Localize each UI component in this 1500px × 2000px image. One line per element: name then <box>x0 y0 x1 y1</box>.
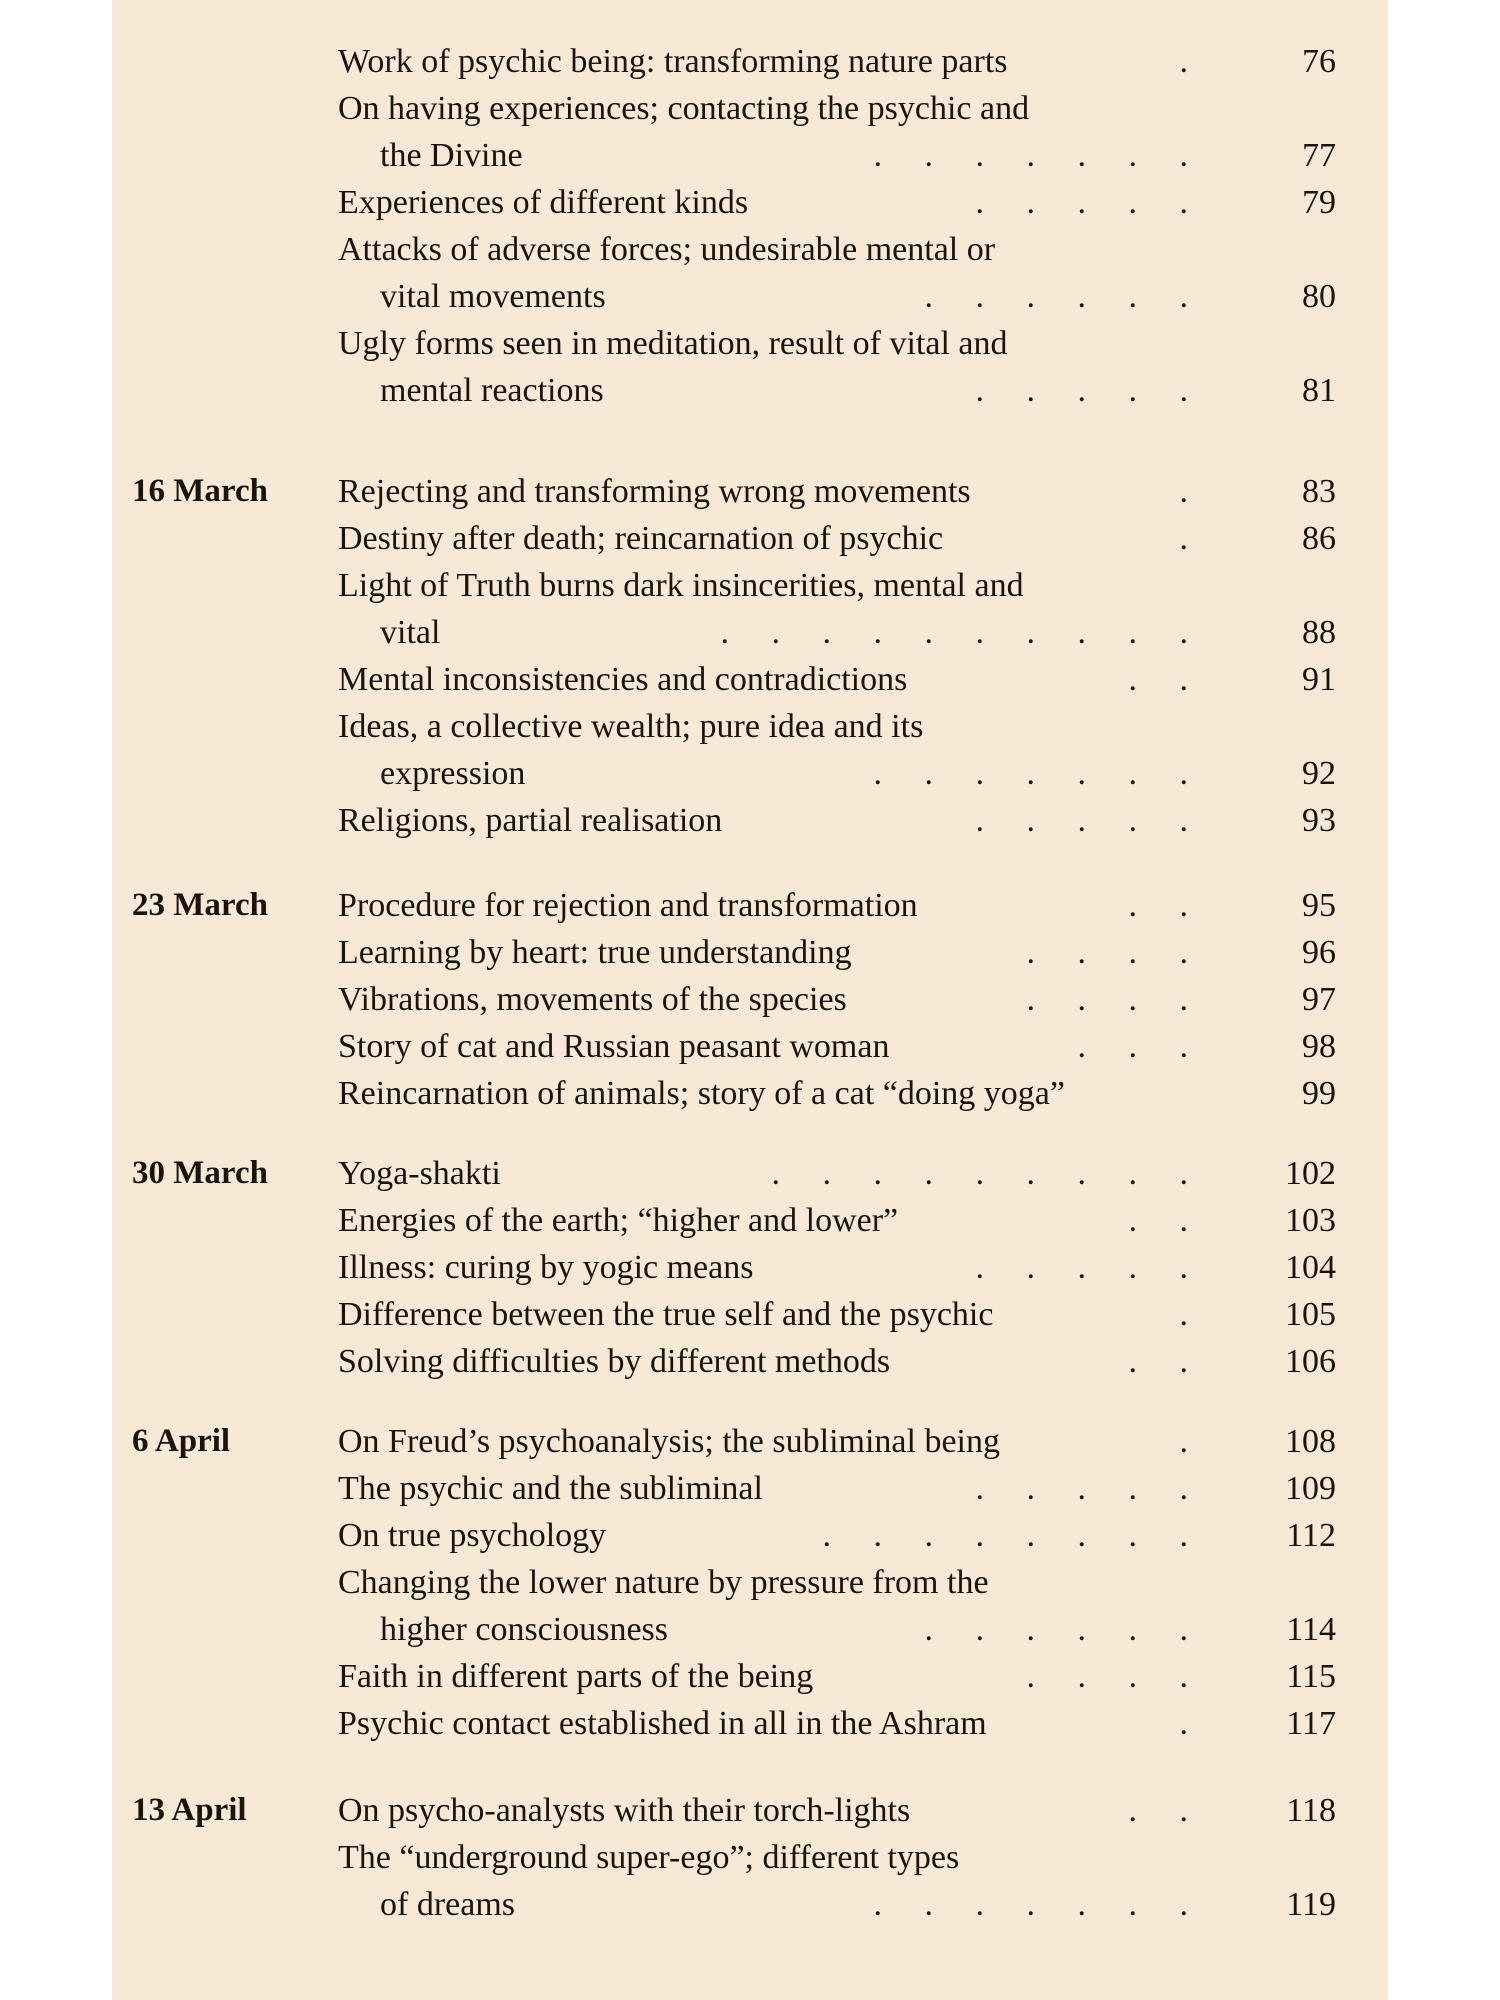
toc-entry <box>112 179 1388 226</box>
toc-title-line: the Divine <box>380 137 523 174</box>
page-number: 88 <box>1302 614 1336 651</box>
page-number: 97 <box>1302 981 1336 1018</box>
toc-entry-title <box>338 929 1350 976</box>
dot-leaders: . . <box>1128 887 1188 924</box>
page-number: 118 <box>1286 1792 1336 1829</box>
page-number: 93 <box>1302 802 1336 839</box>
toc-entry <box>112 1512 1388 1559</box>
toc-title-line: Procedure for rejection and transformation <box>338 887 918 924</box>
toc-entry-title <box>338 1291 1350 1338</box>
toc-title-line: Vibrations, movements of the species <box>338 981 847 1018</box>
page-number: 91 <box>1302 661 1336 698</box>
toc-title-line: Illness: curing by yogic means <box>338 1249 754 1286</box>
toc-title-line: of dreams <box>380 1886 516 1923</box>
toc-date-group <box>112 1150 1388 1385</box>
dot-leaders: . <box>1179 1296 1188 1333</box>
page-number: 114 <box>1286 1611 1336 1648</box>
toc-entry-title <box>338 226 1350 320</box>
toc-date-group <box>112 38 1388 414</box>
toc-title-line: expression <box>380 755 526 792</box>
page-number: 104 <box>1285 1249 1336 1286</box>
toc-title-line: On psycho-analysts with their torch-lights <box>338 1792 911 1829</box>
toc-entry <box>112 703 1388 797</box>
toc-title-line: Attacks of adverse forces; undesirable mental or <box>338 231 996 268</box>
page-number: 83 <box>1302 473 1336 510</box>
toc-entry-title <box>338 1834 1350 1928</box>
toc-entry <box>112 1559 1388 1653</box>
toc-entry-title <box>338 468 1350 515</box>
toc-entry-title <box>338 1465 1350 1512</box>
toc-entry <box>112 976 1388 1023</box>
toc-title-line: Learning by heart: true understanding <box>338 934 852 971</box>
toc-title-line: Experiences of different kinds <box>338 184 749 221</box>
toc-entry <box>112 320 1388 414</box>
toc-entry <box>112 515 1388 562</box>
page-number: 81 <box>1302 372 1336 409</box>
toc-entry <box>112 1653 1388 1700</box>
toc-title-line: The psychic and the subliminal <box>338 1470 763 1507</box>
toc-entry <box>112 1070 1388 1117</box>
toc-entry-title <box>338 320 1350 414</box>
toc-entry <box>112 1787 1388 1834</box>
toc-entry <box>112 882 1388 929</box>
page-number: 117 <box>1286 1705 1336 1742</box>
toc-title-line: vital movements <box>380 278 606 315</box>
toc-entry-title <box>338 1197 1350 1244</box>
dot-leaders: . . <box>1128 661 1188 698</box>
toc-title-line: Faith in different parts of the being <box>338 1658 814 1695</box>
toc-entry-title <box>338 1559 1350 1653</box>
toc-entry <box>112 1418 1388 1465</box>
toc-entry <box>112 1465 1388 1512</box>
page-number: 103 <box>1285 1202 1336 1239</box>
toc-entry-title <box>338 1787 1350 1834</box>
toc-date: 13 April <box>132 1792 247 1828</box>
dot-leaders: . <box>1179 473 1188 510</box>
toc-date: 16 March <box>132 473 268 509</box>
dot-leaders: . . . . . . <box>924 1611 1188 1648</box>
dot-leaders: . . . . <box>1026 981 1188 1018</box>
toc-title-line: Rejecting and transforming wrong movements <box>338 473 971 510</box>
toc-title-line: Story of cat and Russian peasant woman <box>338 1028 890 1065</box>
dot-leaders: . . . . . . . . . <box>771 1155 1188 1192</box>
dot-leaders: . . . . . . . . . . <box>720 614 1188 651</box>
dot-leaders: . . . . . <box>975 1249 1188 1286</box>
toc-entry <box>112 1291 1388 1338</box>
dot-leaders: . . . . . . . <box>873 1886 1188 1923</box>
toc-entry <box>112 1700 1388 1747</box>
toc-title-line: Work of psychic being: transforming nature parts <box>338 43 1008 80</box>
toc-title-line: Light of Truth burns dark insincerities, mental and <box>338 567 1024 604</box>
dot-leaders: . . . . . . . <box>873 755 1188 792</box>
toc-entry <box>112 468 1388 515</box>
toc-entry-title <box>338 1418 1350 1465</box>
toc-title-line: Yoga-shakti <box>338 1155 501 1192</box>
dot-leaders: . . <box>1128 1343 1188 1380</box>
toc-entry <box>112 85 1388 179</box>
toc-title-line: Psychic contact established in all in the Ashram <box>338 1705 987 1742</box>
toc-title-line: Ideas, a collective wealth; pure idea and its <box>338 708 924 745</box>
toc-title-line: Changing the lower nature by pressure from the <box>338 1564 989 1601</box>
dot-leaders: . . . . . <box>975 184 1188 221</box>
toc-entry-title <box>338 976 1350 1023</box>
dot-leaders: . . . . . <box>975 1470 1188 1507</box>
toc-title-line: Energies of the earth; “higher and lower” <box>338 1202 899 1239</box>
toc-entry-title <box>338 1653 1350 1700</box>
toc-title-line: Destiny after death; reincarnation of psychic <box>338 520 944 557</box>
dot-leaders: . <box>1179 520 1188 557</box>
dot-leaders: . <box>1179 1705 1188 1742</box>
page-number: 79 <box>1302 184 1336 221</box>
toc-entry <box>112 1197 1388 1244</box>
page-number: 98 <box>1302 1028 1336 1065</box>
toc-entry <box>112 1834 1388 1928</box>
toc-title-line: Mental inconsistencies and contradictions <box>338 661 908 698</box>
page-number: 80 <box>1302 278 1336 315</box>
page-number: 115 <box>1286 1658 1336 1695</box>
page-number: 112 <box>1286 1517 1336 1554</box>
toc-entry <box>112 226 1388 320</box>
toc-entry-title <box>338 882 1350 929</box>
page-number: 77 <box>1302 137 1336 174</box>
toc-date-group <box>112 1418 1388 1747</box>
toc-title-line: mental reactions <box>380 372 604 409</box>
page-number: 106 <box>1285 1343 1336 1380</box>
toc-entry-title <box>338 38 1350 85</box>
page-number: 105 <box>1285 1296 1336 1333</box>
toc-entry <box>112 1150 1388 1197</box>
toc-date: 23 March <box>132 887 268 923</box>
toc-entry <box>112 656 1388 703</box>
toc-date-group <box>112 1787 1388 1928</box>
toc-title-line: Difference between the true self and the psychic <box>338 1296 994 1333</box>
toc-entry-title <box>338 1070 1350 1117</box>
toc-entry-title <box>338 656 1350 703</box>
toc-entry <box>112 38 1388 85</box>
toc-title-line: Reincarnation of animals; story of a cat “doing yoga” <box>338 1075 1065 1112</box>
toc-date: 6 April <box>132 1423 231 1459</box>
page-number: 108 <box>1285 1423 1336 1460</box>
book-page <box>112 0 1388 2000</box>
dot-leaders: . . . . . . . . <box>822 1517 1188 1554</box>
toc-entry-title <box>338 1244 1350 1291</box>
dot-leaders: . . . . . <box>975 372 1188 409</box>
dot-leaders: . . . <box>1077 1028 1188 1065</box>
page-number: 119 <box>1286 1886 1336 1923</box>
toc-entry-title <box>338 703 1350 797</box>
toc-entry <box>112 1244 1388 1291</box>
toc-title-line: higher consciousness <box>380 1611 669 1648</box>
page-number: 86 <box>1302 520 1336 557</box>
toc-date: 30 March <box>132 1155 268 1191</box>
dot-leaders: . <box>1179 1423 1188 1460</box>
toc-title-line: Ugly forms seen in meditation, result of vital and <box>338 325 1008 362</box>
toc-entry <box>112 562 1388 656</box>
toc-title-line: Solving difficulties by different methods <box>338 1343 891 1380</box>
page-number: 96 <box>1302 934 1336 971</box>
dot-leaders: . <box>1179 43 1188 80</box>
dot-leaders: . . <box>1128 1202 1188 1239</box>
dot-leaders: . . . . <box>1026 934 1188 971</box>
toc-entry-title <box>338 1700 1350 1747</box>
dot-leaders: . . . . . . . <box>873 137 1188 174</box>
toc-entry-title <box>338 85 1350 179</box>
page-number: 99 <box>1302 1075 1336 1112</box>
page-number: 109 <box>1285 1470 1336 1507</box>
dot-leaders: . . . . . <box>975 802 1188 839</box>
toc-entry-title <box>338 797 1350 844</box>
page-number: 76 <box>1302 43 1336 80</box>
toc-title-line: On having experiences; contacting the psychic and <box>338 90 1030 127</box>
toc-entry-title <box>338 179 1350 226</box>
toc-entry <box>112 1338 1388 1385</box>
toc-title-line: Religions, partial realisation <box>338 802 723 839</box>
toc-title-line: vital <box>380 614 441 651</box>
toc-entry-title <box>338 515 1350 562</box>
toc-entry-title <box>338 1023 1350 1070</box>
dot-leaders: . . . . <box>1026 1658 1188 1695</box>
toc-entry <box>112 929 1388 976</box>
toc-entry <box>112 797 1388 844</box>
page-number: 102 <box>1285 1155 1336 1192</box>
toc-title-line: The “underground super-ego”; different types <box>338 1839 960 1876</box>
page-number: 95 <box>1302 887 1336 924</box>
toc-title-line: On Freud’s psychoanalysis; the subliminal being <box>338 1423 1000 1460</box>
dot-leaders: . . <box>1128 1792 1188 1829</box>
toc-entry <box>112 1023 1388 1070</box>
toc-entry-title <box>338 1338 1350 1385</box>
toc-title-line: On true psychology <box>338 1517 607 1554</box>
toc-date-group <box>112 882 1388 1117</box>
toc-date-group <box>112 468 1388 844</box>
page-number: 92 <box>1302 755 1336 792</box>
dot-leaders: . . . . . . <box>924 278 1188 315</box>
